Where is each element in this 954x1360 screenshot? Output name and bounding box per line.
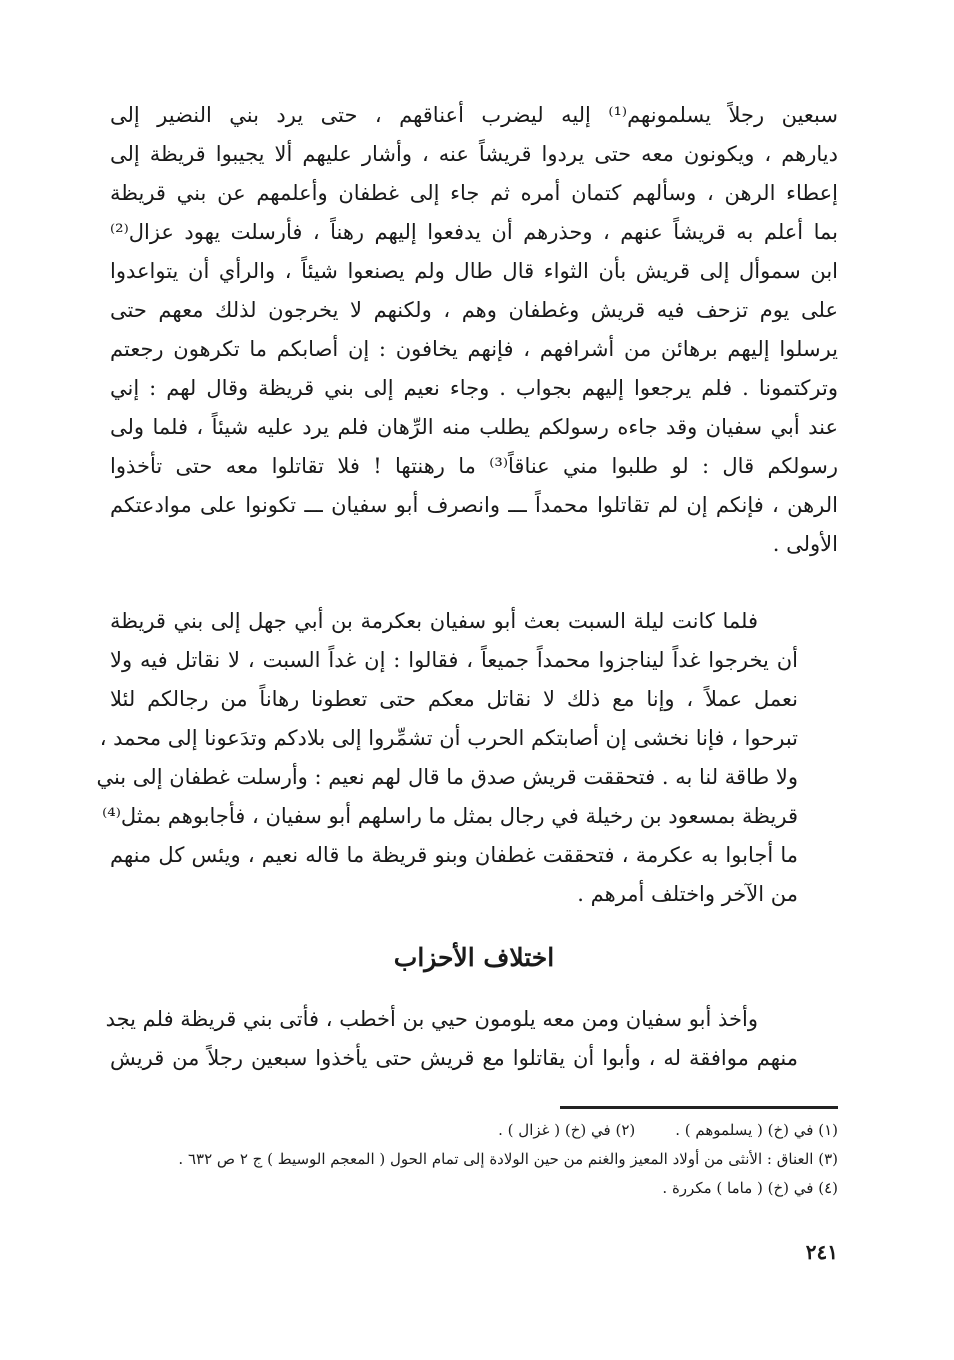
text-line: ولا طاقة لنا به . فتحققت قريش صدق ما قال لهم نعيم : وأرسلت غطفان إلى بني (96, 765, 798, 789)
footnote-row (110, 1145, 838, 1174)
text-line: فلما كانت ليلة السبت بعث أبو سفيان بعكرمة بن أبي جهل إلى بني قريظة (110, 609, 758, 633)
paragraph-2 (96, 602, 838, 914)
footnote-3: (٣) العناق : الأنثى من أولاد المعيز والغنم من حين الولادة إلى تمام الحول ( المعجم الوسيط ) ج ٢ ص ٦٣٢ . (178, 1150, 838, 1168)
text-line: الأولى . (772, 532, 838, 556)
footnotes (110, 1116, 838, 1203)
text-line: تبرحوا ، فإنا نخشى إن أصابتكم الحرب أن تشمِّروا إلى بلادكم وتدَعونا إلى محمد ، (99, 726, 798, 750)
text-line: سبعين رجلاً يسلمونهم⁽¹⁾ إليه ليضرب أعناقهم ، حتى يرد بني النضير إلى (110, 103, 838, 127)
text-line: قريظة بمسعود بن رخيلة في رجال بمثل ما راسلهم أبو سفيان ، فأجابوهم بمثل⁽⁴⁾ (102, 804, 798, 828)
text-line: يرسلوا إليهم برهائن من أشرافهم ، فإنهم يخافون : إن أصابكم ما تكرهون رجعتم (110, 337, 838, 361)
footnote-divider (560, 1106, 838, 1109)
text-line: رسولكم قال : لو طلبوا مني عناقاً⁽³⁾ ما رهنتها ! فلا تقاتلوا معه حتى تأخذوا (110, 454, 839, 478)
footnote-2: (٢) في (خ) ( غزال ) . (498, 1121, 636, 1139)
text-line: وتركتمونا . فلم يرجعوا إليهم بجواب . وجاء نعيم إلى بني قريظة وقال لهم : إني (110, 376, 838, 400)
footnote-1: (١) في (خ) ( يسلموهم ) . (675, 1121, 838, 1139)
text-line: عند أبي سفيان وقد جاءه رسولكم يطلب منه الرِّهان فلم يرد عليه شيئاً ، فلما ولى (110, 415, 838, 439)
footnote-row (110, 1174, 838, 1203)
footnote-row (110, 1116, 838, 1145)
text-line: من الآخر واختلف أمرهم . (577, 882, 798, 906)
paragraph-3 (105, 1000, 838, 1078)
text-line: وأخذ أبو سفيان ومن معه يلومون حيي بن أخطب ، فأتى بني قريظة فلم يجد (105, 1007, 758, 1031)
text-line: الرهن ، فإنكم إن لم تقاتلوا محمداً ـــ وانصرف أبو سفيان ـــ تكونوا على موادعتكم (110, 493, 838, 517)
text-line: أن يخرجوا غداً ليناجزوا محمداً جميعاً ، فقالوا : إن غداً السبت ، لا نقاتل فيه ولا (110, 648, 798, 672)
footnote-4: (٤) في (خ) ( ماما ) مكررة . (662, 1179, 838, 1197)
section-heading: اختلاف الأحزاب (393, 943, 555, 972)
page-number: ٢٤١ (805, 1240, 838, 1264)
paragraph-1 (110, 96, 838, 564)
text-line: ما أجابوا به عكرمة ، فتحققت غطفان وبنو قريظة ما قاله نعيم ، ويئس كل منهم (110, 843, 798, 867)
text-line: ديارهم ، ويكونون معه حتى يردوا قريشاً عنه ، وأشار عليهم ألا يجيبوا قريظة إلى (110, 142, 838, 166)
text-line: نعمل عملاً ، وإنا مع ذلك لا نقاتل معكم حتى تعطونا رهاناً من رجالكم لئلا (110, 687, 798, 711)
text-line: إعطاء الرهن ، وسألهم كتمان أمره ثم جاء إلى غطفان وأعلمهم عن بني قريظة (110, 181, 838, 205)
text-line: بما أعلم به قريشاً عنهم ، وحذرهم أن يدفعوا إليهم رهناً ، فأرسلت يهود عزال⁽²⁾ (110, 220, 838, 244)
text-line: ابن سموأل إلى قريش بأن الثواء قال طال ولم يصنعوا شيئاً ، والرأي أن يتواعدوا (110, 259, 838, 283)
text-line: منهم موافقة له ، وأبوا أن يقاتلوا مع قريش حتى يأخذوا سبعين رجلاً من قريش (110, 1046, 798, 1070)
text-line: على يوم تزحف فيه قريش وغطفان وهم ، ولكنهم لا يخرجون لذلك معهم حتى (110, 298, 838, 322)
